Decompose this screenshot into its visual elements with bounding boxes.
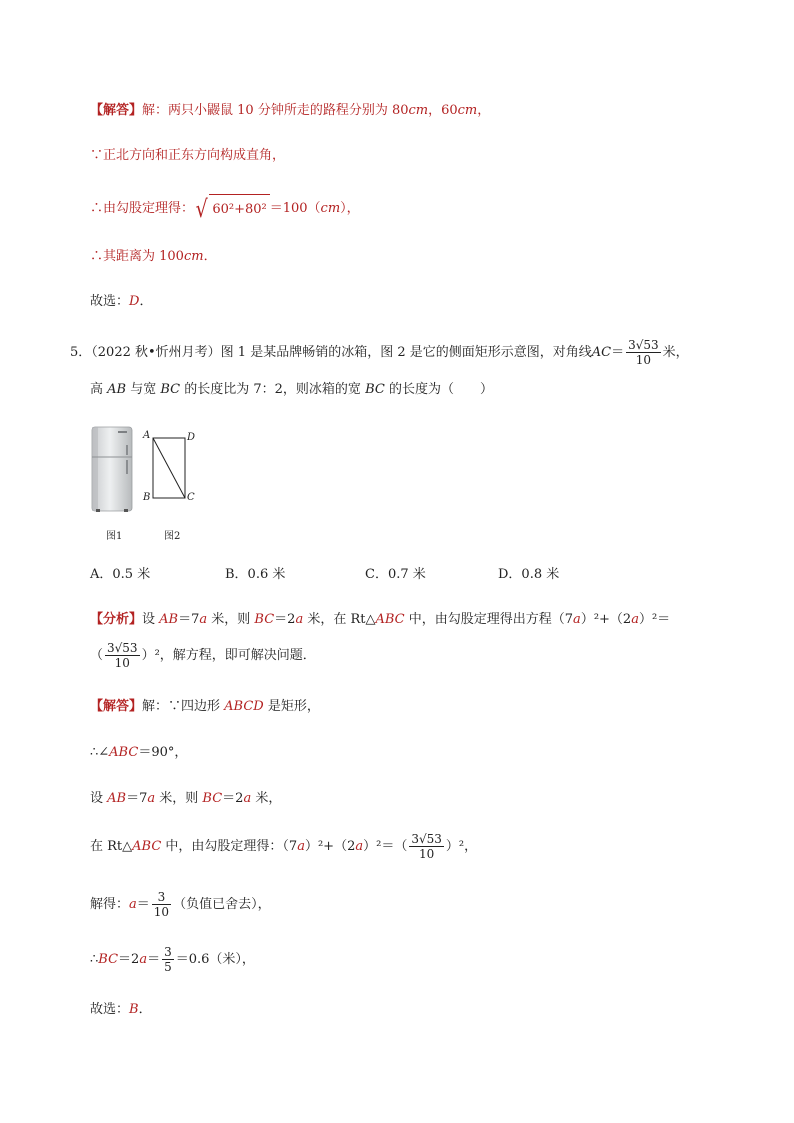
fridge-image xyxy=(90,425,136,513)
q4-answer-line-4: ∴其距离为 100cm． xyxy=(90,249,217,264)
sqrt-expression: √ 60²+80² xyxy=(194,194,270,223)
rectangle-diagram xyxy=(143,428,203,508)
q5-stem-line-2: 高 AB 与宽 BC 的长度比为 7：2，则冰箱的宽 BC 的长度为（ ） xyxy=(90,382,493,397)
q5-answer-line-7: 故选：B． xyxy=(90,1002,152,1017)
analysis-line-1: 【分析】设 AB＝7a 米，则 BC＝2a 米，在 Rt△ABC 中，由勾股定理得出方程（7a）²+（2a）²＝ xyxy=(90,612,671,627)
analysis-tag: 【分析】 xyxy=(90,612,143,627)
q5-answer-line-3: 设 AB＝7a 米，则 BC＝2a 米， xyxy=(90,791,282,806)
q5-answer-line-1: 【解答】解：∵四边形 ABCD 是矩形， xyxy=(90,699,320,714)
fraction: $\frac{3√53}{10}$ xyxy=(411,832,442,861)
point-b-label: B xyxy=(143,492,151,503)
figure-2-caption: 图2 xyxy=(164,531,181,542)
answer-tag: 【解答】 xyxy=(90,103,143,118)
q5-answer-line-4: 在 Rt△ABC 中，由勾股定理得：（7a）²+（2a）²＝（ $\frac{3√53}{10}$ ）²， xyxy=(90,832,478,861)
point-d-label: D xyxy=(187,432,196,443)
question-number: 5． xyxy=(70,345,92,360)
q5-stem-line-1: 5．（2022 秋•忻州月考）图 1 是某品牌畅销的冰箱，图 2 是它的侧面矩形示意图，对角线AC＝ $\frac{3√53}{10}$ 米， xyxy=(70,338,689,367)
point-a-label: A xyxy=(143,430,151,441)
figure-1-caption: 图1 xyxy=(106,531,123,542)
option-a: A．0.5 米 xyxy=(90,567,151,582)
option-b: B．0.6 米 xyxy=(225,567,286,582)
q4-answer-line-5: 故选：D． xyxy=(90,294,153,309)
fraction: $\frac{3√53}{10}$ xyxy=(107,641,138,670)
q4-answer-line-1: 【解答】解：两只小鼹鼠 10 分钟所走的路程分别为 80cm，60cm， xyxy=(90,103,491,118)
point-c-label: C xyxy=(187,492,195,503)
q5-answer-line-2: ∴∠ABC＝90°， xyxy=(90,745,188,760)
analysis-line-2: （ $\frac{3√53}{10}$ ）²，解方程，即可解决问题． xyxy=(90,641,316,670)
q5-answer-line-5: 解得：a＝ $\frac{3}{10}$ （负值已舍去）， xyxy=(90,890,271,919)
fraction: $\frac{3√53}{10}$ xyxy=(628,338,659,367)
q4-answer-line-3: ∴由勾股定理得：√ 60²+80² ＝100（cm）， xyxy=(90,194,360,223)
question-source: （2022 秋•忻州月考） xyxy=(91,345,221,360)
fraction: $\frac{3}{5}$ xyxy=(164,945,172,974)
option-d: D．0.8 米 xyxy=(498,567,560,582)
q4-answer-line-2: ∵正北方向和正东方向构成直角， xyxy=(90,148,286,163)
fraction: $\frac{3}{10}$ xyxy=(153,890,170,919)
answer-tag: 【解答】 xyxy=(90,699,143,714)
option-c: C．0.7 米 xyxy=(365,567,426,582)
q5-answer-line-6: ∴BC＝2a＝ $\frac{3}{5}$ ＝0.6（米）， xyxy=(90,945,255,974)
